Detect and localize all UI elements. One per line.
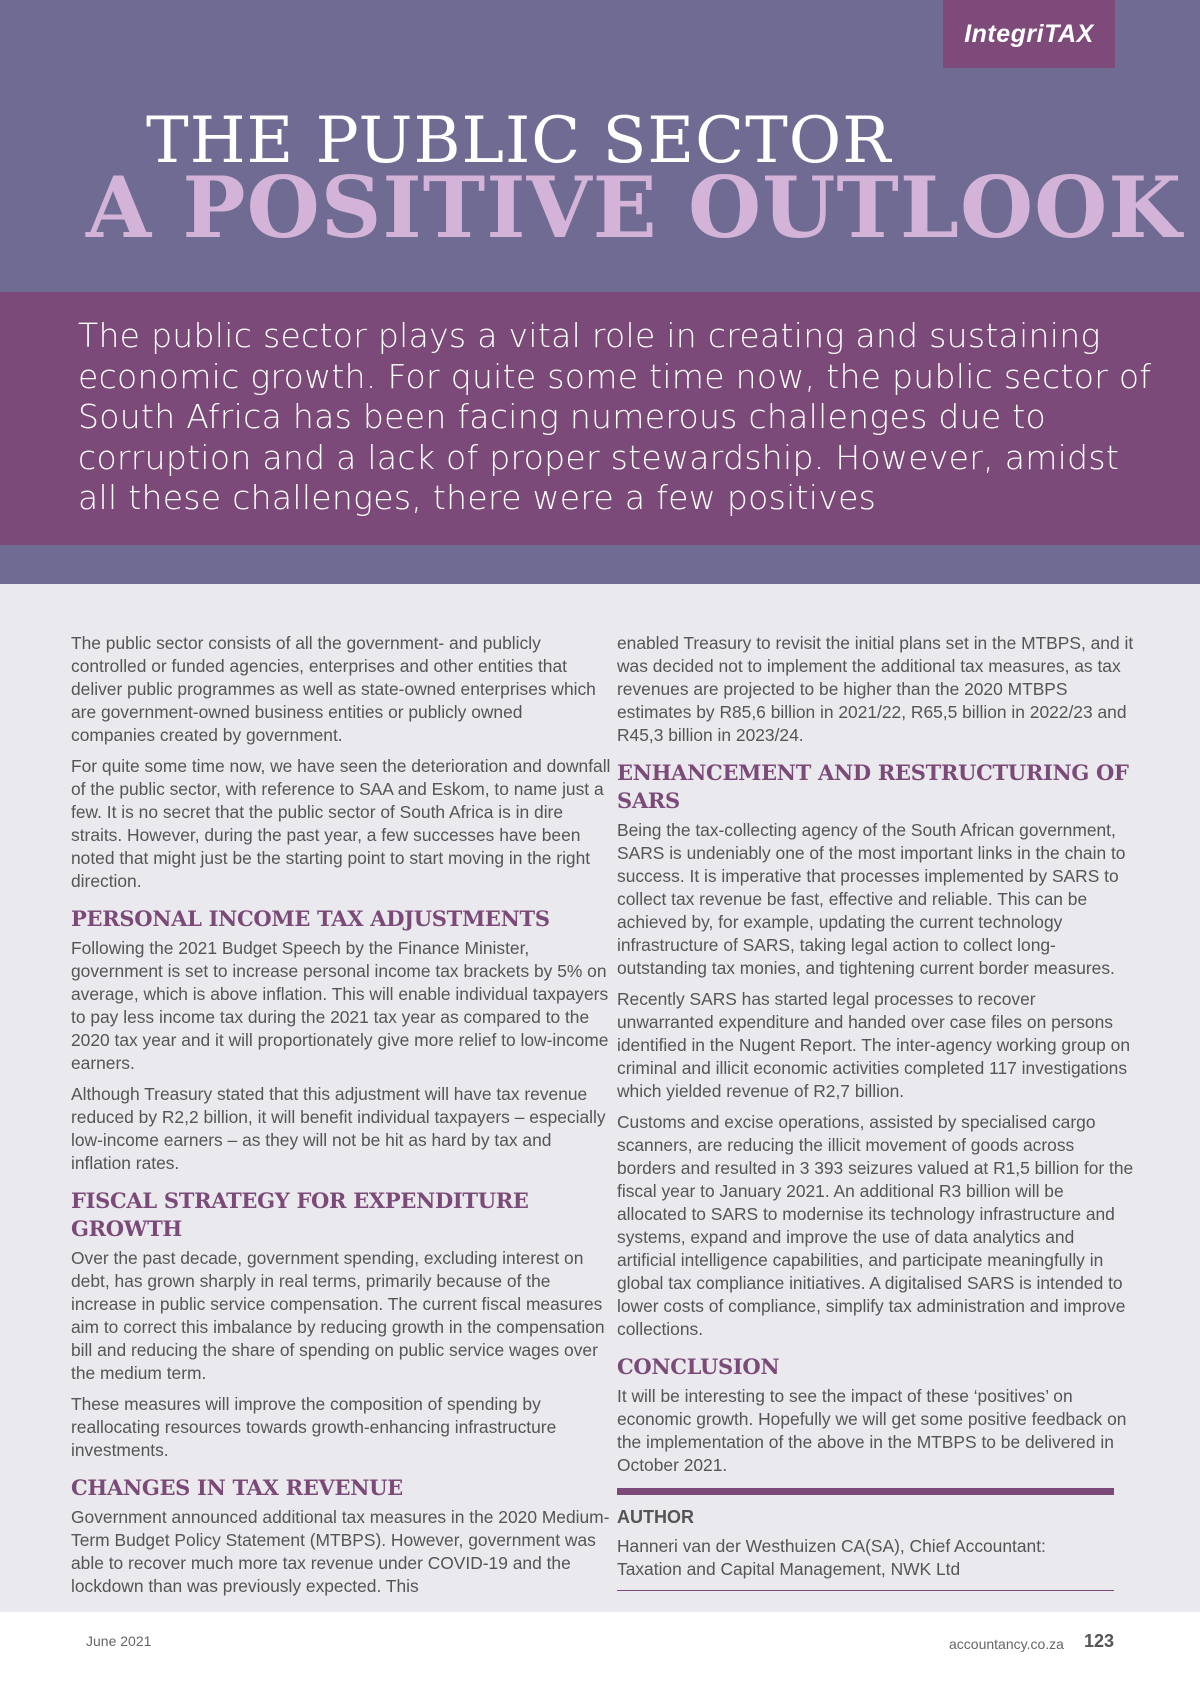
section-heading: PERSONAL INCOME TAX ADJUSTMENTS (71, 906, 550, 931)
section-heading: CONCLUSION (617, 1354, 780, 1379)
footer-date: June 2021 (86, 1633, 152, 1649)
paragraph: Customs and excise operations, assisted by specialised cargo scanners, are reducing the illicit movement of goods across borders and resulted in 3 393 seizures valued at R1,5 billion for the fiscal year to January 2021. An additional R3 billion will be allocated to SARS to modernise its technology infrastructure and systems, expand and improve the use of data analytics and artificial intelligence capabilities, and participate meaningfully in global tax compliance initiatives. A digitalised SARS is intended to lower costs of compliance, simplify tax administration and improve collections. (617, 1112, 1134, 1339)
paragraph: Following the 2021 Budget Speech by the Finance Minister, government is set to increase personal income tax brackets by 5% on average, which is above inflation. This will enable individual taxpayers to pay less income tax during the 2021 tax year as compared to the 2020 tax year and it will proportionately give more relief to low-income earners. (71, 938, 609, 1073)
paragraph: Although Treasury stated that this adjustment will have tax revenue reduced by R2,2 billion, it will benefit individual taxpayers – especially low-income earners – as they will not be hit as hard by tax and inflation rates. (71, 1084, 606, 1173)
right-column (617, 632, 1137, 1485)
section-heading: ENHANCEMENT AND RESTRUCTURING OF SARS (617, 760, 1129, 813)
paragraph: enabled Treasury to revisit the initial plans set in the MTBPS, and it was decided not to implement the additional tax measures, as tax revenues are projected to be higher than the 2020 MTBPS estimates by R85,6 billion in 2021/22, R65,5 billion in 2022/23 and R45,3 billion in 2023/24. (617, 633, 1134, 745)
paragraph: It will be interesting to see the impact of these ‘positives’ on economic growth. Hopefully we will get some positive feedback on the implementation of the above in the MTBPS to be delivered in October 2021. (617, 1386, 1127, 1475)
left-column (71, 632, 611, 1606)
author-text: Hanneri van der Westhuizen CA(SA), Chief Accountant: Taxation and Capital Management, NWK Ltd (617, 1536, 1046, 1579)
lead-paragraph: The public sector plays a vital role in creating and sustaining economic growth. For quite some time now, the public sector of South Africa has been facing numerous challenges due to corruption and a lack of proper stewardship. However, amidst all these challenges, there were a few positives (78, 316, 1152, 517)
page-number: 123 (1084, 1631, 1115, 1651)
paragraph: These measures will improve the composition of spending by reallocating resources towards growth-enhancing infrastructure investments. (71, 1394, 557, 1460)
author-divider (617, 1488, 1114, 1495)
paragraph: For quite some time now, we have seen the deterioration and downfall of the public sector, with reference to SAA and Eskom, to name just a few. It is no secret that the public sector of South Africa is in dire straits. However, during the past year, a few successes have been noted that might just be the starting point to start moving in the right direction. (71, 756, 611, 891)
title-line-1: THE PUBLIC SECTOR (146, 104, 892, 178)
paragraph: Over the past decade, government spending, excluding interest on debt, has grown sharply in real terms, primarily because of the increase in public service compensation. The current fiscal measures aim to correct this imbalance by reducing growth in the compensation bill and reducing the share of spending on public service wages over the medium term. (71, 1248, 605, 1383)
title-line-2: A POSITIVE OUTLOOK (86, 158, 1183, 257)
brand-logo: IntegriTAX (943, 0, 1115, 68)
paragraph: The public sector consists of all the government- and publicly controlled or funded agencies, enterprises and other entities that deliver public programmes as well as state-owned enterprises which are government-owned business entities or publicly owned companies created by government. (71, 633, 596, 745)
author-underline (617, 1590, 1114, 1591)
section-heading: CHANGES IN TAX REVENUE (71, 1475, 403, 1500)
section-heading: FISCAL STRATEGY FOR EXPENDITURE GROWTH (71, 1188, 529, 1241)
paragraph: Being the tax-collecting agency of the South African government, SARS is undeniably one of the most important links in the chain to success. It is imperative that processes implemented by SARS to collect tax revenue be fast, effective and reliable. This can be achieved by, for example, updating the current technology infrastructure of SARS, taking legal action to collect long-outstanding tax monies, and tightening current border measures. (617, 820, 1126, 978)
paragraph: Recently SARS has started legal processes to recover unwarranted expenditure and handed over case files on persons identified in the Nugent Report. The inter-agency working group on criminal and illicit economic activities completed 117 investigations which yielded revenue of R2,7 billion. (617, 989, 1131, 1101)
paragraph: Government announced additional tax measures in the 2020 Medium-Term Budget Policy Statement (MTBPS). However, government was able to recover much more tax revenue under COVID-19 and the lockdown than was previously expected. This (71, 1507, 610, 1596)
footer-site: accountancy.co.za (949, 1636, 1064, 1652)
author-heading: AUTHOR (617, 1507, 694, 1527)
